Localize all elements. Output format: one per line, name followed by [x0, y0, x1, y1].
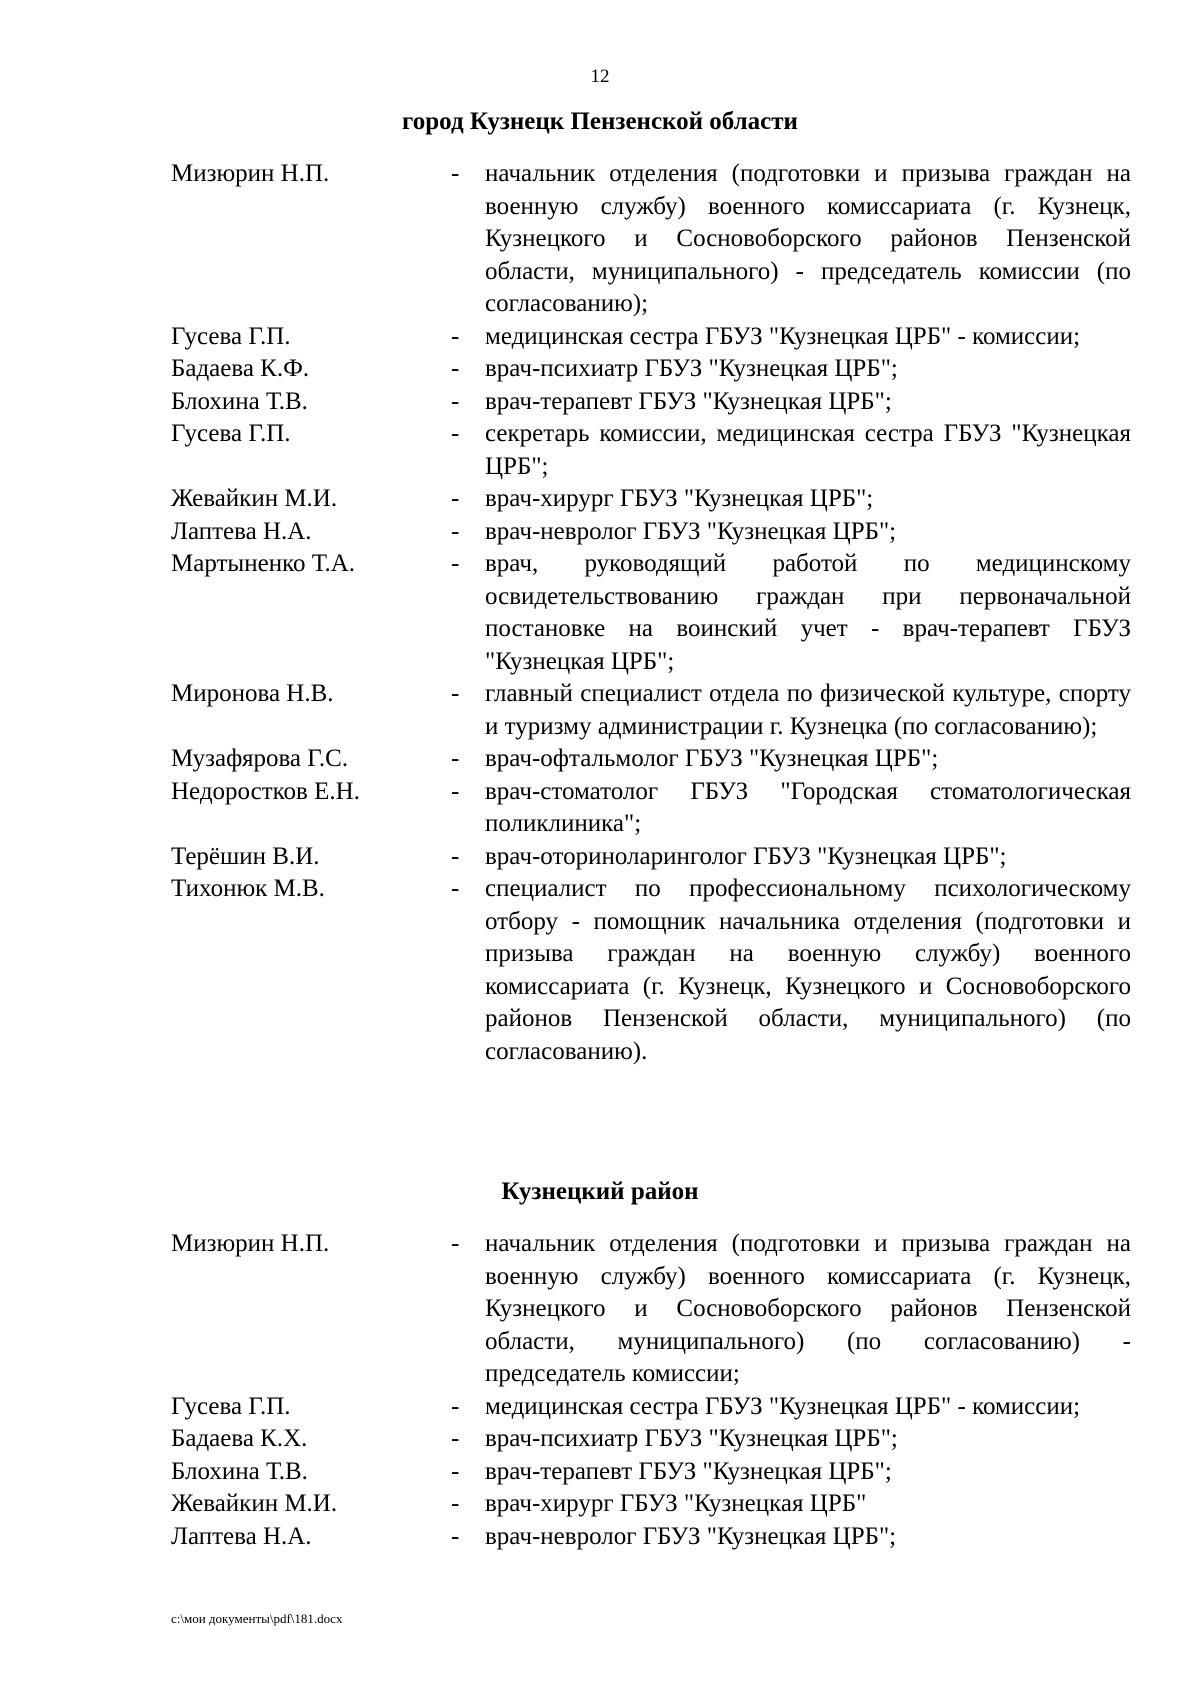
roster-entry	[171, 1228, 1131, 1391]
entry-description: врач-невролог ГБУЗ "Кузнецкая ЦРБ";	[485, 517, 897, 545]
entry-dash: -	[451, 1522, 460, 1550]
roster-entry	[171, 776, 1131, 841]
roster-entry	[171, 841, 1131, 874]
entry-description: врач-офтальмолог ГБУЗ "Кузнецкая ЦРБ";	[485, 745, 939, 772]
entry-name: Блохина Т.В.	[171, 387, 308, 415]
roster-entry	[171, 1423, 1131, 1456]
entry-name: Мартыненко Т.А.	[171, 550, 356, 577]
entry-description: главный специалист отдела по физической культуре, спорту и туризму администрации г. Кузнецка (по согласованию);	[485, 680, 1131, 740]
entry-description: медицинская сестра ГБУЗ "Кузнецкая ЦРБ" - комиссии;	[485, 1392, 1081, 1420]
entry-description: врач-психиатр ГБУЗ "Кузнецкая ЦРБ";	[485, 1425, 898, 1452]
roster-entry	[171, 321, 1131, 354]
entry-description: врач-терапевт ГБУЗ "Кузнецкая ЦРБ";	[485, 387, 892, 415]
roster-entry	[171, 483, 1131, 516]
entry-dash: -	[451, 550, 460, 577]
roster-entry	[171, 1521, 1131, 1554]
entry-name: Блохина Т.В.	[171, 1457, 308, 1485]
roster-entry	[171, 1456, 1131, 1489]
entry-dash: -	[451, 745, 460, 772]
entry-name: Гусева Г.П.	[171, 1392, 291, 1420]
roster-kuznetsk-city	[171, 158, 1131, 1068]
entry-name: Мизюрин Н.П.	[171, 1230, 330, 1257]
entry-name: Мизюрин Н.П.	[171, 160, 330, 187]
entry-description: врач-психиатр ГБУЗ "Кузнецкая ЦРБ";	[485, 355, 898, 382]
roster-kuznetsk-district	[171, 1228, 1131, 1553]
entry-dash: -	[451, 1425, 460, 1452]
entry-name: Бадаева К.Х.	[171, 1425, 308, 1452]
entry-name: Жевайкин М.И.	[171, 485, 338, 512]
entry-dash: -	[451, 875, 460, 902]
entry-name: Недоростков Е.Н.	[171, 777, 360, 805]
entry-name: Гусева Г.П.	[171, 322, 291, 350]
roster-entry	[171, 353, 1131, 386]
entry-dash: -	[451, 420, 460, 447]
entry-description: врач-стоматолог ГБУЗ "Городская стоматологическая поликлиника";	[485, 777, 1131, 837]
entry-dash: -	[451, 322, 460, 350]
entry-name: Тихонюк М.В.	[171, 875, 325, 902]
section-title-kuznetsk-city: город Кузнецк Пензенской области	[402, 108, 798, 135]
entry-description: врач, руководящий работой по медицинскому освидетельствованию граждан при первоначальной постановке на воинский учет - врач-терапевт ГБУЗ "Кузнецкая ЦРБ";	[485, 550, 1131, 675]
entry-dash: -	[451, 1457, 460, 1485]
entry-name: Лаптева Н.А.	[171, 517, 312, 545]
entry-name: Терёшин В.И.	[171, 842, 320, 870]
entry-description: врач-терапевт ГБУЗ "Кузнецкая ЦРБ";	[485, 1457, 892, 1485]
entry-dash: -	[451, 485, 460, 512]
entry-description: начальник отделения (подготовки и призыва граждан на военную службу) военного комиссариата (г. Кузнецк, Кузнецкого и Сосновоборского районов Пензенской области, муниципального) - председатель комиссии (по согласованию);	[485, 160, 1131, 317]
page-number: 12	[590, 66, 610, 87]
entry-description: врач-оториноларинголог ГБУЗ "Кузнецкая ЦРБ";	[485, 842, 1007, 870]
entry-description: врач-хирург ГБУЗ "Кузнецкая ЦРБ";	[485, 485, 874, 512]
entry-description: секретарь комиссии, медицинская сестра ГБУЗ "Кузнецкая ЦРБ";	[485, 420, 1131, 480]
entry-name: Гусева Г.П.	[171, 420, 291, 447]
entry-description: медицинская сестра ГБУЗ "Кузнецкая ЦРБ" - комиссии;	[485, 322, 1081, 350]
entry-dash: -	[451, 1230, 460, 1257]
entry-name: Бадаева К.Ф.	[171, 355, 310, 382]
roster-entry	[171, 418, 1131, 483]
entry-dash: -	[451, 160, 460, 187]
section-title-kuznetsk-district: Кузнецкий район	[501, 1178, 699, 1205]
roster-entry	[171, 743, 1131, 776]
roster-entry	[171, 158, 1131, 321]
entry-dash: -	[451, 1490, 460, 1517]
roster-entry	[171, 873, 1131, 1068]
entry-name: Миронова Н.В.	[171, 680, 334, 707]
entry-dash: -	[451, 1392, 460, 1420]
roster-entry	[171, 1391, 1131, 1424]
roster-entry	[171, 548, 1131, 678]
entry-description: врач-хирург ГБУЗ "Кузнецкая ЦРБ"	[485, 1490, 867, 1517]
entry-dash: -	[451, 842, 460, 870]
roster-entry	[171, 1488, 1131, 1521]
entry-dash: -	[451, 777, 460, 805]
entry-dash: -	[451, 387, 460, 415]
entry-dash: -	[451, 517, 460, 545]
roster-entry	[171, 516, 1131, 549]
entry-name: Жевайкин М.И.	[171, 1490, 338, 1517]
entry-name: Лаптева Н.А.	[171, 1522, 312, 1550]
entry-description: специалист по профессиональному психологическому отбору - помощник начальника отделения (подготовки и призыва граждан на военную службу) военного комиссариата (г. Кузнецк, Кузнецкого и Сосновоборского районов Пензенской области, муниципального) (по согласованию).	[485, 875, 1131, 1065]
entry-dash: -	[451, 355, 460, 382]
entry-name: Музафярова Г.С.	[171, 745, 349, 772]
entry-dash: -	[451, 680, 460, 707]
entry-description: начальник отделения (подготовки и призыва граждан на военную службу) военного комиссариата (г. Кузнецк, Кузнецкого и Сосновоборского районов Пензенской области, муниципального) (по согласованию) - председатель комиссии;	[485, 1230, 1131, 1387]
roster-entry	[171, 678, 1131, 743]
entry-description: врач-невролог ГБУЗ "Кузнецкая ЦРБ";	[485, 1522, 897, 1550]
roster-entry	[171, 386, 1131, 419]
file-path-footer: c:\мои документы\pdf\181.docx	[171, 1611, 343, 1626]
